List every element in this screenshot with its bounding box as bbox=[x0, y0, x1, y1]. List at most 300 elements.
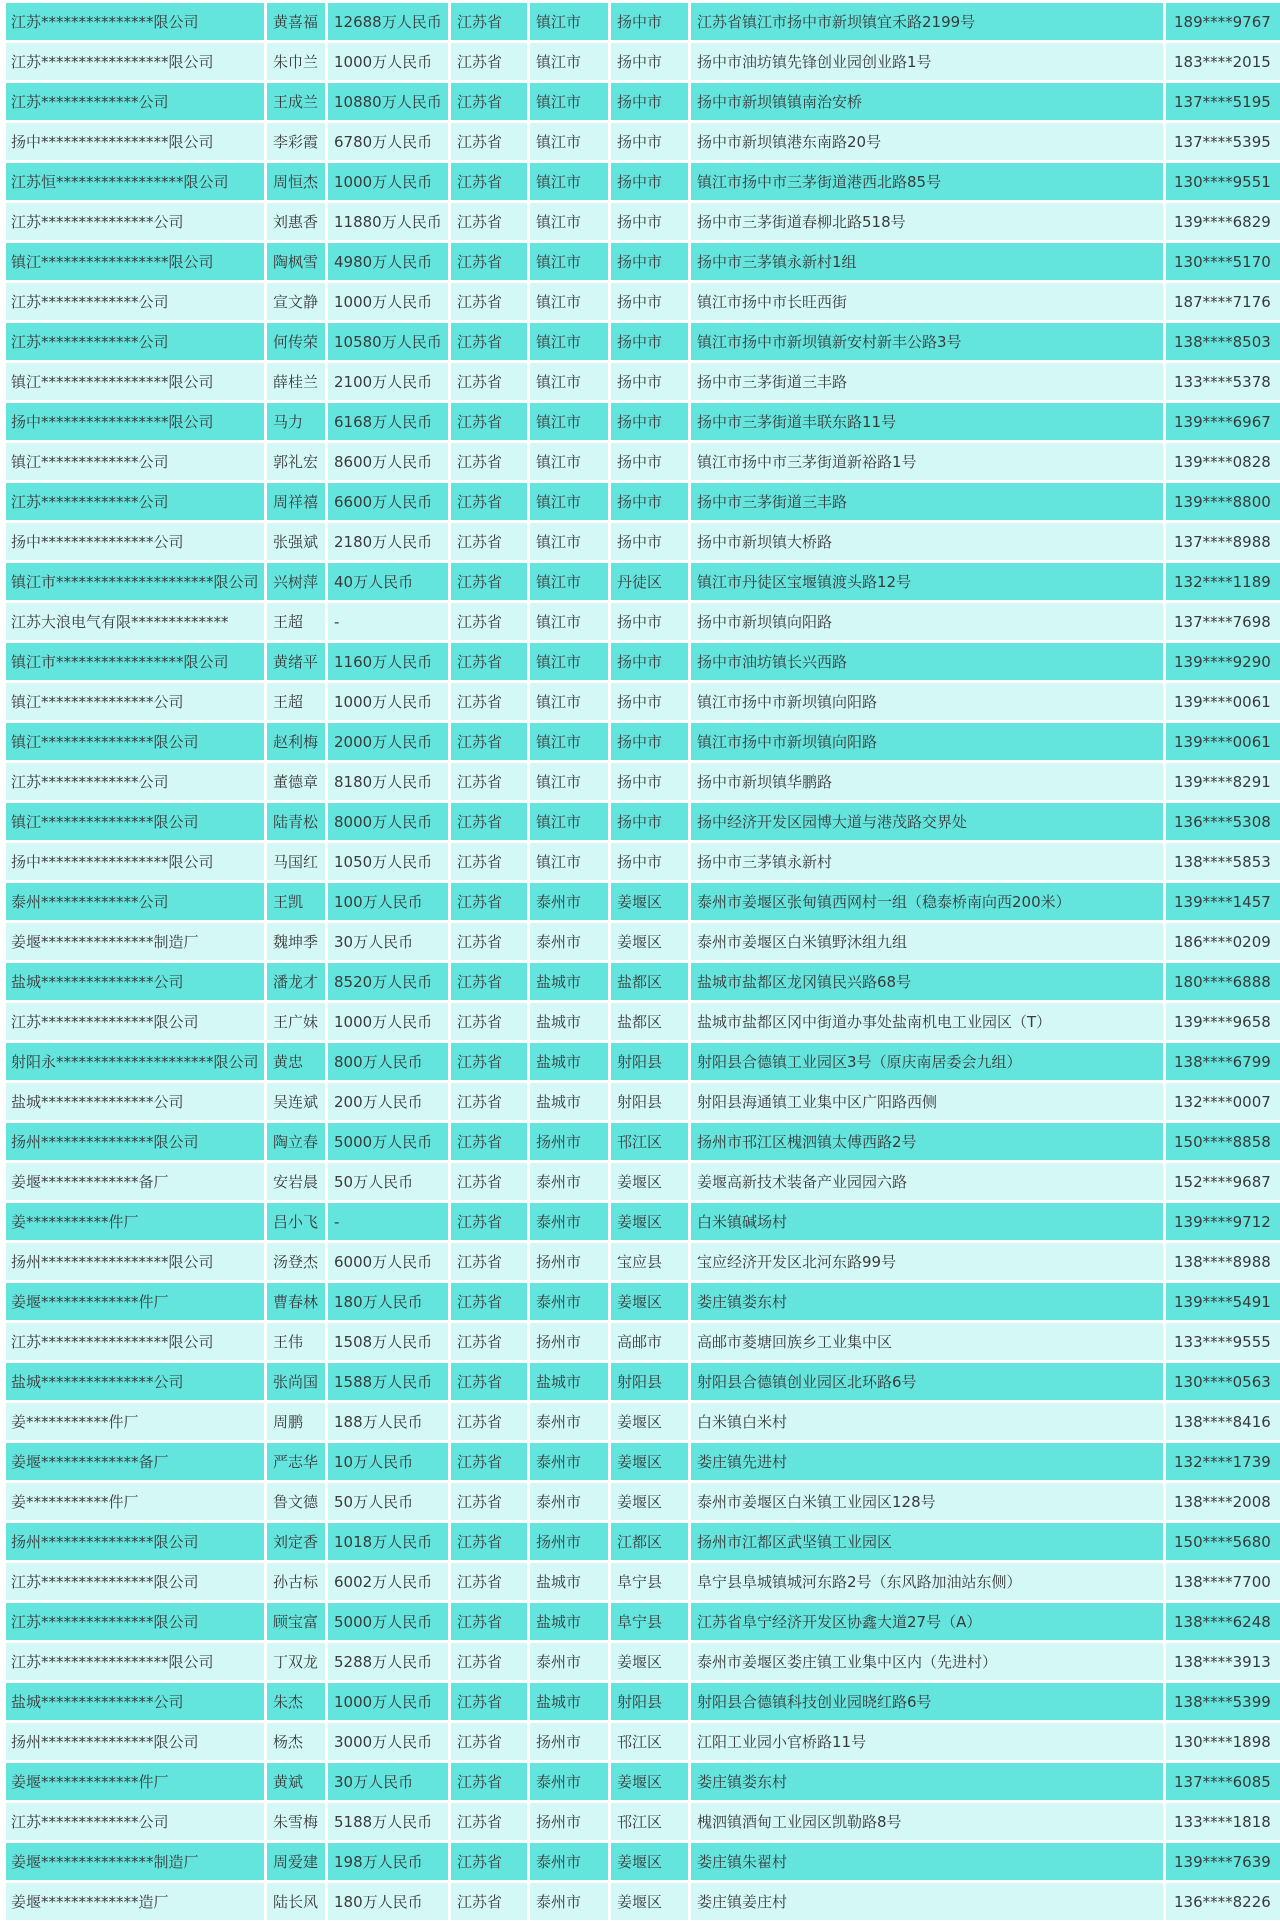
province-cell: 江苏省 bbox=[451, 43, 527, 80]
company-cell: 镇江*****************限公司 bbox=[6, 243, 264, 280]
contact-person-cell: 朱杰 bbox=[267, 1683, 325, 1720]
company-cell: 盐城***************公司 bbox=[6, 1363, 264, 1400]
city-cell: 泰州市 bbox=[530, 1283, 608, 1320]
district-cell: 扬中市 bbox=[611, 443, 688, 480]
company-cell: 扬中*****************限公司 bbox=[6, 843, 264, 880]
registered-capital-cell: 8600万人民币 bbox=[328, 443, 448, 480]
company-table bbox=[3, 0, 1280, 1923]
phone-cell: 186****0209 bbox=[1166, 923, 1280, 960]
district-cell: 扬中市 bbox=[611, 43, 688, 80]
province-cell: 江苏省 bbox=[451, 1723, 527, 1760]
address-cell: 射阳县合德镇科技创业园晓红路6号 bbox=[691, 1683, 1163, 1720]
table-row bbox=[6, 1603, 1280, 1640]
table-row bbox=[6, 1843, 1280, 1880]
phone-cell: 138****5853 bbox=[1166, 843, 1280, 880]
company-cell: 镇江***************限公司 bbox=[6, 803, 264, 840]
phone-cell: 139****0828 bbox=[1166, 443, 1280, 480]
city-cell: 镇江市 bbox=[530, 83, 608, 120]
table-row bbox=[6, 963, 1280, 1000]
company-cell: 江苏*************公司 bbox=[6, 83, 264, 120]
registered-capital-cell: 8000万人民币 bbox=[328, 803, 448, 840]
company-cell: 盐城***************公司 bbox=[6, 963, 264, 1000]
table-row bbox=[6, 1363, 1280, 1400]
phone-cell: 132****1189 bbox=[1166, 563, 1280, 600]
registered-capital-cell: 1018万人民币 bbox=[328, 1523, 448, 1560]
address-cell: 姜堰高新技术装备产业园园六路 bbox=[691, 1163, 1163, 1200]
registered-capital-cell: 2000万人民币 bbox=[328, 723, 448, 760]
city-cell: 镇江市 bbox=[530, 403, 608, 440]
contact-person-cell: 丁双龙 bbox=[267, 1643, 325, 1680]
province-cell: 江苏省 bbox=[451, 1403, 527, 1440]
company-cell: 江苏大浪电气有限************* bbox=[6, 603, 264, 640]
phone-cell: 138****7700 bbox=[1166, 1563, 1280, 1600]
phone-cell: 138****8416 bbox=[1166, 1403, 1280, 1440]
company-cell: 姜堰*************备厂 bbox=[6, 1443, 264, 1480]
phone-cell: 139****7639 bbox=[1166, 1843, 1280, 1880]
province-cell: 江苏省 bbox=[451, 83, 527, 120]
address-cell: 高邮市菱塘回族乡工业集中区 bbox=[691, 1323, 1163, 1360]
district-cell: 扬中市 bbox=[611, 403, 688, 440]
contact-person-cell: 宣文静 bbox=[267, 283, 325, 320]
city-cell: 镇江市 bbox=[530, 723, 608, 760]
phone-cell: 137****5195 bbox=[1166, 83, 1280, 120]
company-cell: 泰州*************公司 bbox=[6, 883, 264, 920]
district-cell: 姜堰区 bbox=[611, 1203, 688, 1240]
province-cell: 江苏省 bbox=[451, 843, 527, 880]
phone-cell: 139****9712 bbox=[1166, 1203, 1280, 1240]
table-row bbox=[6, 843, 1280, 880]
contact-person-cell: 董德章 bbox=[267, 763, 325, 800]
city-cell: 泰州市 bbox=[530, 1443, 608, 1480]
city-cell: 镇江市 bbox=[530, 323, 608, 360]
address-cell: 镇江市丹徒区宝堰镇渡头路12号 bbox=[691, 563, 1163, 600]
phone-cell: 130****1898 bbox=[1166, 1723, 1280, 1760]
city-cell: 泰州市 bbox=[530, 1203, 608, 1240]
city-cell: 泰州市 bbox=[530, 923, 608, 960]
address-cell: 扬中市油坊镇先锋创业园创业路1号 bbox=[691, 43, 1163, 80]
address-cell: 扬中市三茅镇永新村1组 bbox=[691, 243, 1163, 280]
registered-capital-cell: 5288万人民币 bbox=[328, 1643, 448, 1680]
province-cell: 江苏省 bbox=[451, 1243, 527, 1280]
company-cell: 扬中*****************限公司 bbox=[6, 123, 264, 160]
city-cell: 镇江市 bbox=[530, 443, 608, 480]
address-cell: 扬中市三茅街道丰联东路11号 bbox=[691, 403, 1163, 440]
table-row bbox=[6, 403, 1280, 440]
company-cell: 姜堰***************制造厂 bbox=[6, 923, 264, 960]
phone-cell: 183****2015 bbox=[1166, 43, 1280, 80]
table-row bbox=[6, 883, 1280, 920]
phone-cell: 138****8503 bbox=[1166, 323, 1280, 360]
contact-person-cell: 赵利梅 bbox=[267, 723, 325, 760]
district-cell: 扬中市 bbox=[611, 603, 688, 640]
city-cell: 镇江市 bbox=[530, 243, 608, 280]
contact-person-cell: 周鹏 bbox=[267, 1403, 325, 1440]
table-row bbox=[6, 3, 1280, 40]
city-cell: 镇江市 bbox=[530, 523, 608, 560]
company-cell: 扬州*****************限公司 bbox=[6, 1243, 264, 1280]
table-row bbox=[6, 923, 1280, 960]
contact-person-cell: 马国红 bbox=[267, 843, 325, 880]
company-cell: 姜堰*************件厂 bbox=[6, 1283, 264, 1320]
registered-capital-cell: 1160万人民币 bbox=[328, 643, 448, 680]
address-cell: 扬州市邗江区槐泗镇太傅西路2号 bbox=[691, 1123, 1163, 1160]
province-cell: 江苏省 bbox=[451, 1763, 527, 1800]
table-row bbox=[6, 1723, 1280, 1760]
registered-capital-cell: 1000万人民币 bbox=[328, 1003, 448, 1040]
registered-capital-cell: 12688万人民币 bbox=[328, 3, 448, 40]
district-cell: 丹徒区 bbox=[611, 563, 688, 600]
company-cell: 江苏*****************限公司 bbox=[6, 43, 264, 80]
contact-person-cell: 陆青松 bbox=[267, 803, 325, 840]
phone-cell: 132****1739 bbox=[1166, 1443, 1280, 1480]
table-row bbox=[6, 363, 1280, 400]
registered-capital-cell: 800万人民币 bbox=[328, 1043, 448, 1080]
district-cell: 盐都区 bbox=[611, 1003, 688, 1040]
province-cell: 江苏省 bbox=[451, 443, 527, 480]
table-row bbox=[6, 1483, 1280, 1520]
contact-person-cell: 张尚国 bbox=[267, 1363, 325, 1400]
province-cell: 江苏省 bbox=[451, 1323, 527, 1360]
address-cell: 镇江市扬中市新坝镇向阳路 bbox=[691, 723, 1163, 760]
address-cell: 泰州市姜堰区白米镇野沐组九组 bbox=[691, 923, 1163, 960]
province-cell: 江苏省 bbox=[451, 243, 527, 280]
address-cell: 镇江市扬中市三茅街道港西北路85号 bbox=[691, 163, 1163, 200]
address-cell: 扬中市新坝镇镇南治安桥 bbox=[691, 83, 1163, 120]
address-cell: 槐泗镇酒甸工业园区凯勒路8号 bbox=[691, 1803, 1163, 1840]
contact-person-cell: 马力 bbox=[267, 403, 325, 440]
company-cell: 镇江*****************限公司 bbox=[6, 363, 264, 400]
company-cell: 扬州***************限公司 bbox=[6, 1123, 264, 1160]
registered-capital-cell: 188万人民币 bbox=[328, 1403, 448, 1440]
address-cell: 江阳工业园小官桥路11号 bbox=[691, 1723, 1163, 1760]
city-cell: 扬州市 bbox=[530, 1323, 608, 1360]
district-cell: 扬中市 bbox=[611, 643, 688, 680]
registered-capital-cell: 2100万人民币 bbox=[328, 363, 448, 400]
table-row bbox=[6, 163, 1280, 200]
address-cell: 盐城市盐都区冈中街道办事处盐南机电工业园区（T） bbox=[691, 1003, 1163, 1040]
address-cell: 江苏省镇江市扬中市新坝镇宜禾路2199号 bbox=[691, 3, 1163, 40]
address-cell: 扬州市江都区武坚镇工业园区 bbox=[691, 1523, 1163, 1560]
province-cell: 江苏省 bbox=[451, 1523, 527, 1560]
phone-cell: 139****6829 bbox=[1166, 203, 1280, 240]
address-cell: 射阳县海通镇工业集中区广阳路西侧 bbox=[691, 1083, 1163, 1120]
table-row bbox=[6, 643, 1280, 680]
address-cell: 射阳县合德镇工业园区3号（原庆南居委会九组） bbox=[691, 1043, 1163, 1080]
address-cell: 泰州市姜堰区张甸镇西网村一组（稳泰桥南向西200米） bbox=[691, 883, 1163, 920]
city-cell: 镇江市 bbox=[530, 563, 608, 600]
district-cell: 扬中市 bbox=[611, 843, 688, 880]
registered-capital-cell: 8180万人民币 bbox=[328, 763, 448, 800]
table-row bbox=[6, 323, 1280, 360]
company-cell: 盐城***************公司 bbox=[6, 1683, 264, 1720]
phone-cell: 139****1457 bbox=[1166, 883, 1280, 920]
phone-cell: 137****5395 bbox=[1166, 123, 1280, 160]
registered-capital-cell: 10580万人民币 bbox=[328, 323, 448, 360]
district-cell: 阜宁县 bbox=[611, 1563, 688, 1600]
registered-capital-cell: 1588万人民币 bbox=[328, 1363, 448, 1400]
contact-person-cell: 李彩霞 bbox=[267, 123, 325, 160]
company-cell: 镇江***************限公司 bbox=[6, 723, 264, 760]
address-cell: 扬中市三茅街道三丰路 bbox=[691, 363, 1163, 400]
registered-capital-cell: 10万人民币 bbox=[328, 1443, 448, 1480]
phone-cell: 132****0007 bbox=[1166, 1083, 1280, 1120]
company-cell: 扬州***************限公司 bbox=[6, 1523, 264, 1560]
table-row bbox=[6, 1403, 1280, 1440]
company-cell: 江苏*************公司 bbox=[6, 1803, 264, 1840]
district-cell: 盐都区 bbox=[611, 963, 688, 1000]
province-cell: 江苏省 bbox=[451, 3, 527, 40]
city-cell: 泰州市 bbox=[530, 883, 608, 920]
district-cell: 扬中市 bbox=[611, 323, 688, 360]
phone-cell: 150****8858 bbox=[1166, 1123, 1280, 1160]
contact-person-cell: 朱巾兰 bbox=[267, 43, 325, 80]
city-cell: 镇江市 bbox=[530, 123, 608, 160]
province-cell: 江苏省 bbox=[451, 483, 527, 520]
province-cell: 江苏省 bbox=[451, 1883, 527, 1920]
phone-cell: 138****3913 bbox=[1166, 1643, 1280, 1680]
contact-person-cell: 王成兰 bbox=[267, 83, 325, 120]
province-cell: 江苏省 bbox=[451, 283, 527, 320]
table-row bbox=[6, 1563, 1280, 1600]
address-cell: 娄庄镇姜庄村 bbox=[691, 1883, 1163, 1920]
province-cell: 江苏省 bbox=[451, 1443, 527, 1480]
contact-person-cell: 陶枫雪 bbox=[267, 243, 325, 280]
phone-cell: 187****7176 bbox=[1166, 283, 1280, 320]
district-cell: 姜堰区 bbox=[611, 1643, 688, 1680]
city-cell: 盐城市 bbox=[530, 1363, 608, 1400]
phone-cell: 139****9658 bbox=[1166, 1003, 1280, 1040]
address-cell: 泰州市姜堰区娄庄镇工业集中区内（先进村） bbox=[691, 1643, 1163, 1680]
registered-capital-cell: 1000万人民币 bbox=[328, 683, 448, 720]
table-row bbox=[6, 1203, 1280, 1240]
table-row bbox=[6, 1883, 1280, 1920]
province-cell: 江苏省 bbox=[451, 1003, 527, 1040]
registered-capital-cell: 1000万人民币 bbox=[328, 43, 448, 80]
phone-cell: 136****5308 bbox=[1166, 803, 1280, 840]
province-cell: 江苏省 bbox=[451, 603, 527, 640]
company-cell: 姜堰***************制造厂 bbox=[6, 1843, 264, 1880]
company-cell: 江苏*************公司 bbox=[6, 763, 264, 800]
contact-person-cell: 安岩晨 bbox=[267, 1163, 325, 1200]
table-row bbox=[6, 1123, 1280, 1160]
registered-capital-cell: 50万人民币 bbox=[328, 1483, 448, 1520]
city-cell: 镇江市 bbox=[530, 363, 608, 400]
registered-capital-cell: 1000万人民币 bbox=[328, 283, 448, 320]
phone-cell: 138****6248 bbox=[1166, 1603, 1280, 1640]
table-row bbox=[6, 723, 1280, 760]
city-cell: 泰州市 bbox=[530, 1643, 608, 1680]
district-cell: 扬中市 bbox=[611, 83, 688, 120]
company-cell: 江苏*************公司 bbox=[6, 323, 264, 360]
table-row bbox=[6, 1163, 1280, 1200]
district-cell: 高邮市 bbox=[611, 1323, 688, 1360]
company-cell: 镇江***************公司 bbox=[6, 683, 264, 720]
company-cell: 姜***********件厂 bbox=[6, 1483, 264, 1520]
city-cell: 盐城市 bbox=[530, 1083, 608, 1120]
district-cell: 姜堰区 bbox=[611, 1283, 688, 1320]
city-cell: 镇江市 bbox=[530, 763, 608, 800]
table-row bbox=[6, 1083, 1280, 1120]
contact-person-cell: 王广妹 bbox=[267, 1003, 325, 1040]
province-cell: 江苏省 bbox=[451, 1163, 527, 1200]
contact-person-cell: 陶立春 bbox=[267, 1123, 325, 1160]
registered-capital-cell: 1000万人民币 bbox=[328, 1683, 448, 1720]
city-cell: 扬州市 bbox=[530, 1723, 608, 1760]
registered-capital-cell: 50万人民币 bbox=[328, 1163, 448, 1200]
province-cell: 江苏省 bbox=[451, 1483, 527, 1520]
company-cell: 江苏***************限公司 bbox=[6, 1563, 264, 1600]
district-cell: 江都区 bbox=[611, 1523, 688, 1560]
table-row bbox=[6, 203, 1280, 240]
company-cell: 江苏***************公司 bbox=[6, 203, 264, 240]
contact-person-cell: 郭礼宏 bbox=[267, 443, 325, 480]
city-cell: 镇江市 bbox=[530, 643, 608, 680]
address-cell: 扬中市油坊镇长兴西路 bbox=[691, 643, 1163, 680]
city-cell: 泰州市 bbox=[530, 1403, 608, 1440]
table-row bbox=[6, 123, 1280, 160]
registered-capital-cell: 8520万人民币 bbox=[328, 963, 448, 1000]
registered-capital-cell: 2180万人民币 bbox=[328, 523, 448, 560]
province-cell: 江苏省 bbox=[451, 763, 527, 800]
table-row bbox=[6, 523, 1280, 560]
province-cell: 江苏省 bbox=[451, 323, 527, 360]
district-cell: 扬中市 bbox=[611, 483, 688, 520]
company-cell: 扬中*****************限公司 bbox=[6, 403, 264, 440]
city-cell: 泰州市 bbox=[530, 1163, 608, 1200]
province-cell: 江苏省 bbox=[451, 643, 527, 680]
contact-person-cell: 朱雪梅 bbox=[267, 1803, 325, 1840]
province-cell: 江苏省 bbox=[451, 803, 527, 840]
province-cell: 江苏省 bbox=[451, 363, 527, 400]
table-row bbox=[6, 1283, 1280, 1320]
company-cell: 盐城***************公司 bbox=[6, 1083, 264, 1120]
city-cell: 泰州市 bbox=[530, 1843, 608, 1880]
address-cell: 镇江市扬中市新坝镇向阳路 bbox=[691, 683, 1163, 720]
district-cell: 姜堰区 bbox=[611, 883, 688, 920]
province-cell: 江苏省 bbox=[451, 923, 527, 960]
company-cell: 镇江市*****************限公司 bbox=[6, 643, 264, 680]
company-cell: 江苏***************限公司 bbox=[6, 3, 264, 40]
phone-cell: 189****9767 bbox=[1166, 3, 1280, 40]
city-cell: 盐城市 bbox=[530, 1043, 608, 1080]
company-cell: 江苏***************限公司 bbox=[6, 1603, 264, 1640]
city-cell: 镇江市 bbox=[530, 43, 608, 80]
city-cell: 镇江市 bbox=[530, 163, 608, 200]
contact-person-cell: 薛桂兰 bbox=[267, 363, 325, 400]
province-cell: 江苏省 bbox=[451, 1363, 527, 1400]
city-cell: 泰州市 bbox=[530, 1483, 608, 1520]
contact-person-cell: 严志华 bbox=[267, 1443, 325, 1480]
address-cell: 娄庄镇先进村 bbox=[691, 1443, 1163, 1480]
phone-cell: 133****1818 bbox=[1166, 1803, 1280, 1840]
registered-capital-cell: 6000万人民币 bbox=[328, 1243, 448, 1280]
registered-capital-cell: - bbox=[328, 603, 448, 640]
city-cell: 盐城市 bbox=[530, 1603, 608, 1640]
contact-person-cell: 黄斌 bbox=[267, 1763, 325, 1800]
table-row bbox=[6, 563, 1280, 600]
district-cell: 扬中市 bbox=[611, 283, 688, 320]
phone-cell: 130****5170 bbox=[1166, 243, 1280, 280]
city-cell: 盐城市 bbox=[530, 1563, 608, 1600]
contact-person-cell: 周祥禧 bbox=[267, 483, 325, 520]
city-cell: 扬州市 bbox=[530, 1123, 608, 1160]
contact-person-cell: 黄喜福 bbox=[267, 3, 325, 40]
registered-capital-cell: 200万人民币 bbox=[328, 1083, 448, 1120]
district-cell: 射阳县 bbox=[611, 1043, 688, 1080]
phone-cell: 137****7698 bbox=[1166, 603, 1280, 640]
registered-capital-cell: 1508万人民币 bbox=[328, 1323, 448, 1360]
phone-cell: 139****5491 bbox=[1166, 1283, 1280, 1320]
district-cell: 姜堰区 bbox=[611, 1403, 688, 1440]
district-cell: 扬中市 bbox=[611, 3, 688, 40]
contact-person-cell: 兴树萍 bbox=[267, 563, 325, 600]
registered-capital-cell: 40万人民币 bbox=[328, 563, 448, 600]
address-cell: 镇江市扬中市三茅街道新裕路1号 bbox=[691, 443, 1163, 480]
table-row bbox=[6, 43, 1280, 80]
registered-capital-cell: 3000万人民币 bbox=[328, 1723, 448, 1760]
table-row bbox=[6, 603, 1280, 640]
phone-cell: 139****6967 bbox=[1166, 403, 1280, 440]
table-row bbox=[6, 803, 1280, 840]
city-cell: 镇江市 bbox=[530, 683, 608, 720]
address-cell: 扬中市三茅街道春柳北路518号 bbox=[691, 203, 1163, 240]
district-cell: 姜堰区 bbox=[611, 1443, 688, 1480]
address-cell: 宝应经济开发区北河东路99号 bbox=[691, 1243, 1163, 1280]
contact-person-cell: 潘龙才 bbox=[267, 963, 325, 1000]
table-row bbox=[6, 443, 1280, 480]
phone-cell: 138****5399 bbox=[1166, 1683, 1280, 1720]
address-cell: 扬中市三茅镇永新村 bbox=[691, 843, 1163, 880]
phone-cell: 139****9290 bbox=[1166, 643, 1280, 680]
phone-cell: 180****6888 bbox=[1166, 963, 1280, 1000]
phone-cell: 152****9687 bbox=[1166, 1163, 1280, 1200]
district-cell: 扬中市 bbox=[611, 363, 688, 400]
district-cell: 扬中市 bbox=[611, 803, 688, 840]
contact-person-cell: 孙古标 bbox=[267, 1563, 325, 1600]
city-cell: 镇江市 bbox=[530, 843, 608, 880]
district-cell: 邗江区 bbox=[611, 1123, 688, 1160]
company-cell: 镇江*************公司 bbox=[6, 443, 264, 480]
phone-cell: 133****5378 bbox=[1166, 363, 1280, 400]
table-row bbox=[6, 1243, 1280, 1280]
address-cell: 扬中市新坝镇大桥路 bbox=[691, 523, 1163, 560]
province-cell: 江苏省 bbox=[451, 883, 527, 920]
company-cell: 镇江市*********************限公司 bbox=[6, 563, 264, 600]
district-cell: 姜堰区 bbox=[611, 923, 688, 960]
province-cell: 江苏省 bbox=[451, 523, 527, 560]
contact-person-cell: 何传荣 bbox=[267, 323, 325, 360]
address-cell: 扬中经济开发区园博大道与港茂路交界处 bbox=[691, 803, 1163, 840]
address-cell: 白米镇碱场村 bbox=[691, 1203, 1163, 1240]
registered-capital-cell: 10880万人民币 bbox=[328, 83, 448, 120]
province-cell: 江苏省 bbox=[451, 1843, 527, 1880]
contact-person-cell: 杨杰 bbox=[267, 1723, 325, 1760]
address-cell: 娄庄镇朱翟村 bbox=[691, 1843, 1163, 1880]
contact-person-cell: 周恒杰 bbox=[267, 163, 325, 200]
contact-person-cell: 黄绪平 bbox=[267, 643, 325, 680]
phone-cell: 138****8988 bbox=[1166, 1243, 1280, 1280]
company-cell: 姜***********件厂 bbox=[6, 1403, 264, 1440]
registered-capital-cell: 6002万人民币 bbox=[328, 1563, 448, 1600]
registered-capital-cell: 4980万人民币 bbox=[328, 243, 448, 280]
district-cell: 宝应县 bbox=[611, 1243, 688, 1280]
contact-person-cell: 王伟 bbox=[267, 1323, 325, 1360]
province-cell: 江苏省 bbox=[451, 123, 527, 160]
company-cell: 江苏***************限公司 bbox=[6, 1003, 264, 1040]
table-row bbox=[6, 1643, 1280, 1680]
table-row bbox=[6, 1323, 1280, 1360]
contact-person-cell: 王凯 bbox=[267, 883, 325, 920]
